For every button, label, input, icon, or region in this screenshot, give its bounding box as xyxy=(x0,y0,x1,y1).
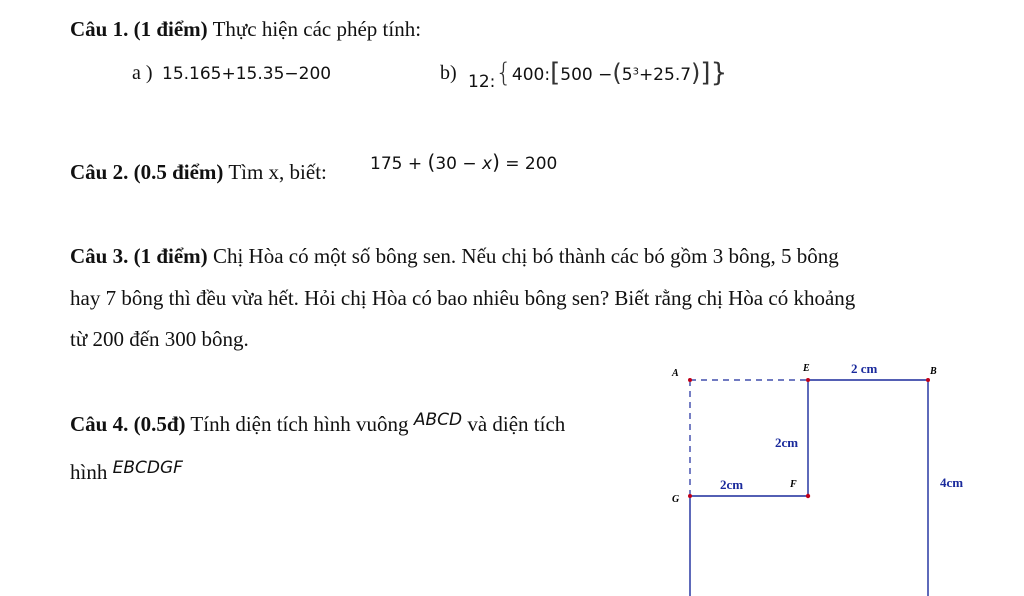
q4-shape-ebcdgf: EBCDGF xyxy=(112,458,183,478)
bracket-close-2: ] xyxy=(700,58,711,88)
q2-paren-close: ) xyxy=(492,150,500,174)
q4-shape-abcd: ABCD xyxy=(413,410,463,430)
q4-text2: và diện tích xyxy=(467,412,566,436)
q1b-base: 5 xyxy=(621,65,633,85)
point-e-label: E xyxy=(803,363,810,374)
q3-line1: Chị Hòa có một số bông sen. Nếu chị bó thành các bó gồm 3 bông, 5 bông xyxy=(212,244,839,268)
point-a-label: A xyxy=(672,368,679,379)
q1b-label: b) xyxy=(440,62,457,84)
q3-points: (1 điểm) xyxy=(133,244,208,268)
q2-eq-b: 30 − xyxy=(435,154,482,174)
point-a-dot xyxy=(688,378,692,382)
length-ef-label: 2cm xyxy=(775,435,799,450)
q4-text3: hình xyxy=(70,460,108,484)
q2-text: Tìm x, biết: xyxy=(228,160,327,184)
point-g-dot xyxy=(688,494,692,498)
q2-label: Câu 2. xyxy=(70,160,129,184)
q4-text1: Tính diện tích hình vuông xyxy=(190,412,409,436)
q1b-exponent: 3 xyxy=(632,66,639,78)
q1b-part2: 400: xyxy=(511,65,551,85)
q1-label: Câu 1. xyxy=(70,17,129,41)
q1b-part1: 12: xyxy=(468,72,496,92)
length-gf-label: 2cm xyxy=(720,477,744,492)
bracket-open-2: [ xyxy=(550,58,561,88)
q2-points: (0.5 điểm) xyxy=(133,160,224,184)
point-e-dot xyxy=(806,378,810,382)
q2-eq-c: = 200 xyxy=(499,154,558,174)
length-eb-label: 2 cm xyxy=(851,361,878,376)
q1-points: (1 điểm) xyxy=(133,17,208,41)
q2-eq-a: 175 + xyxy=(370,154,428,174)
q2-paren-open: ( xyxy=(427,150,436,174)
point-b-label: B xyxy=(930,366,937,377)
point-g-label: G xyxy=(672,494,680,505)
q1b-part3: 500 − xyxy=(560,65,613,85)
paren-open: ( xyxy=(612,59,622,87)
q2-variable-x: x xyxy=(482,154,493,174)
q3-line3: từ 200 đến 300 bông. xyxy=(70,327,249,351)
q1-text: Thực hiện các phép tính: xyxy=(212,17,422,41)
point-f-dot xyxy=(806,494,810,498)
q1a-label: a ) xyxy=(132,62,153,84)
point-f-label: F xyxy=(790,479,797,490)
q1a-expression: 15.165+15.35−200 xyxy=(162,64,332,84)
q1b-part4: +25.7 xyxy=(638,65,692,85)
q4-points: (0.5đ) xyxy=(133,412,186,436)
paren-close: ) xyxy=(691,59,701,87)
point-b-dot xyxy=(926,378,930,382)
bracket-open-1: { xyxy=(495,58,512,88)
bracket-close-1: } xyxy=(710,58,728,88)
q3-label: Câu 3. xyxy=(70,244,129,268)
q4-label: Câu 4. xyxy=(70,412,129,436)
q3-line2: hay 7 bông thì đều vừa hết. Hỏi chị Hòa có bao nhiêu bông sen? Biết rằng chị Hòa có khoảng xyxy=(70,286,856,310)
length-bc-label: 4cm xyxy=(940,475,964,490)
